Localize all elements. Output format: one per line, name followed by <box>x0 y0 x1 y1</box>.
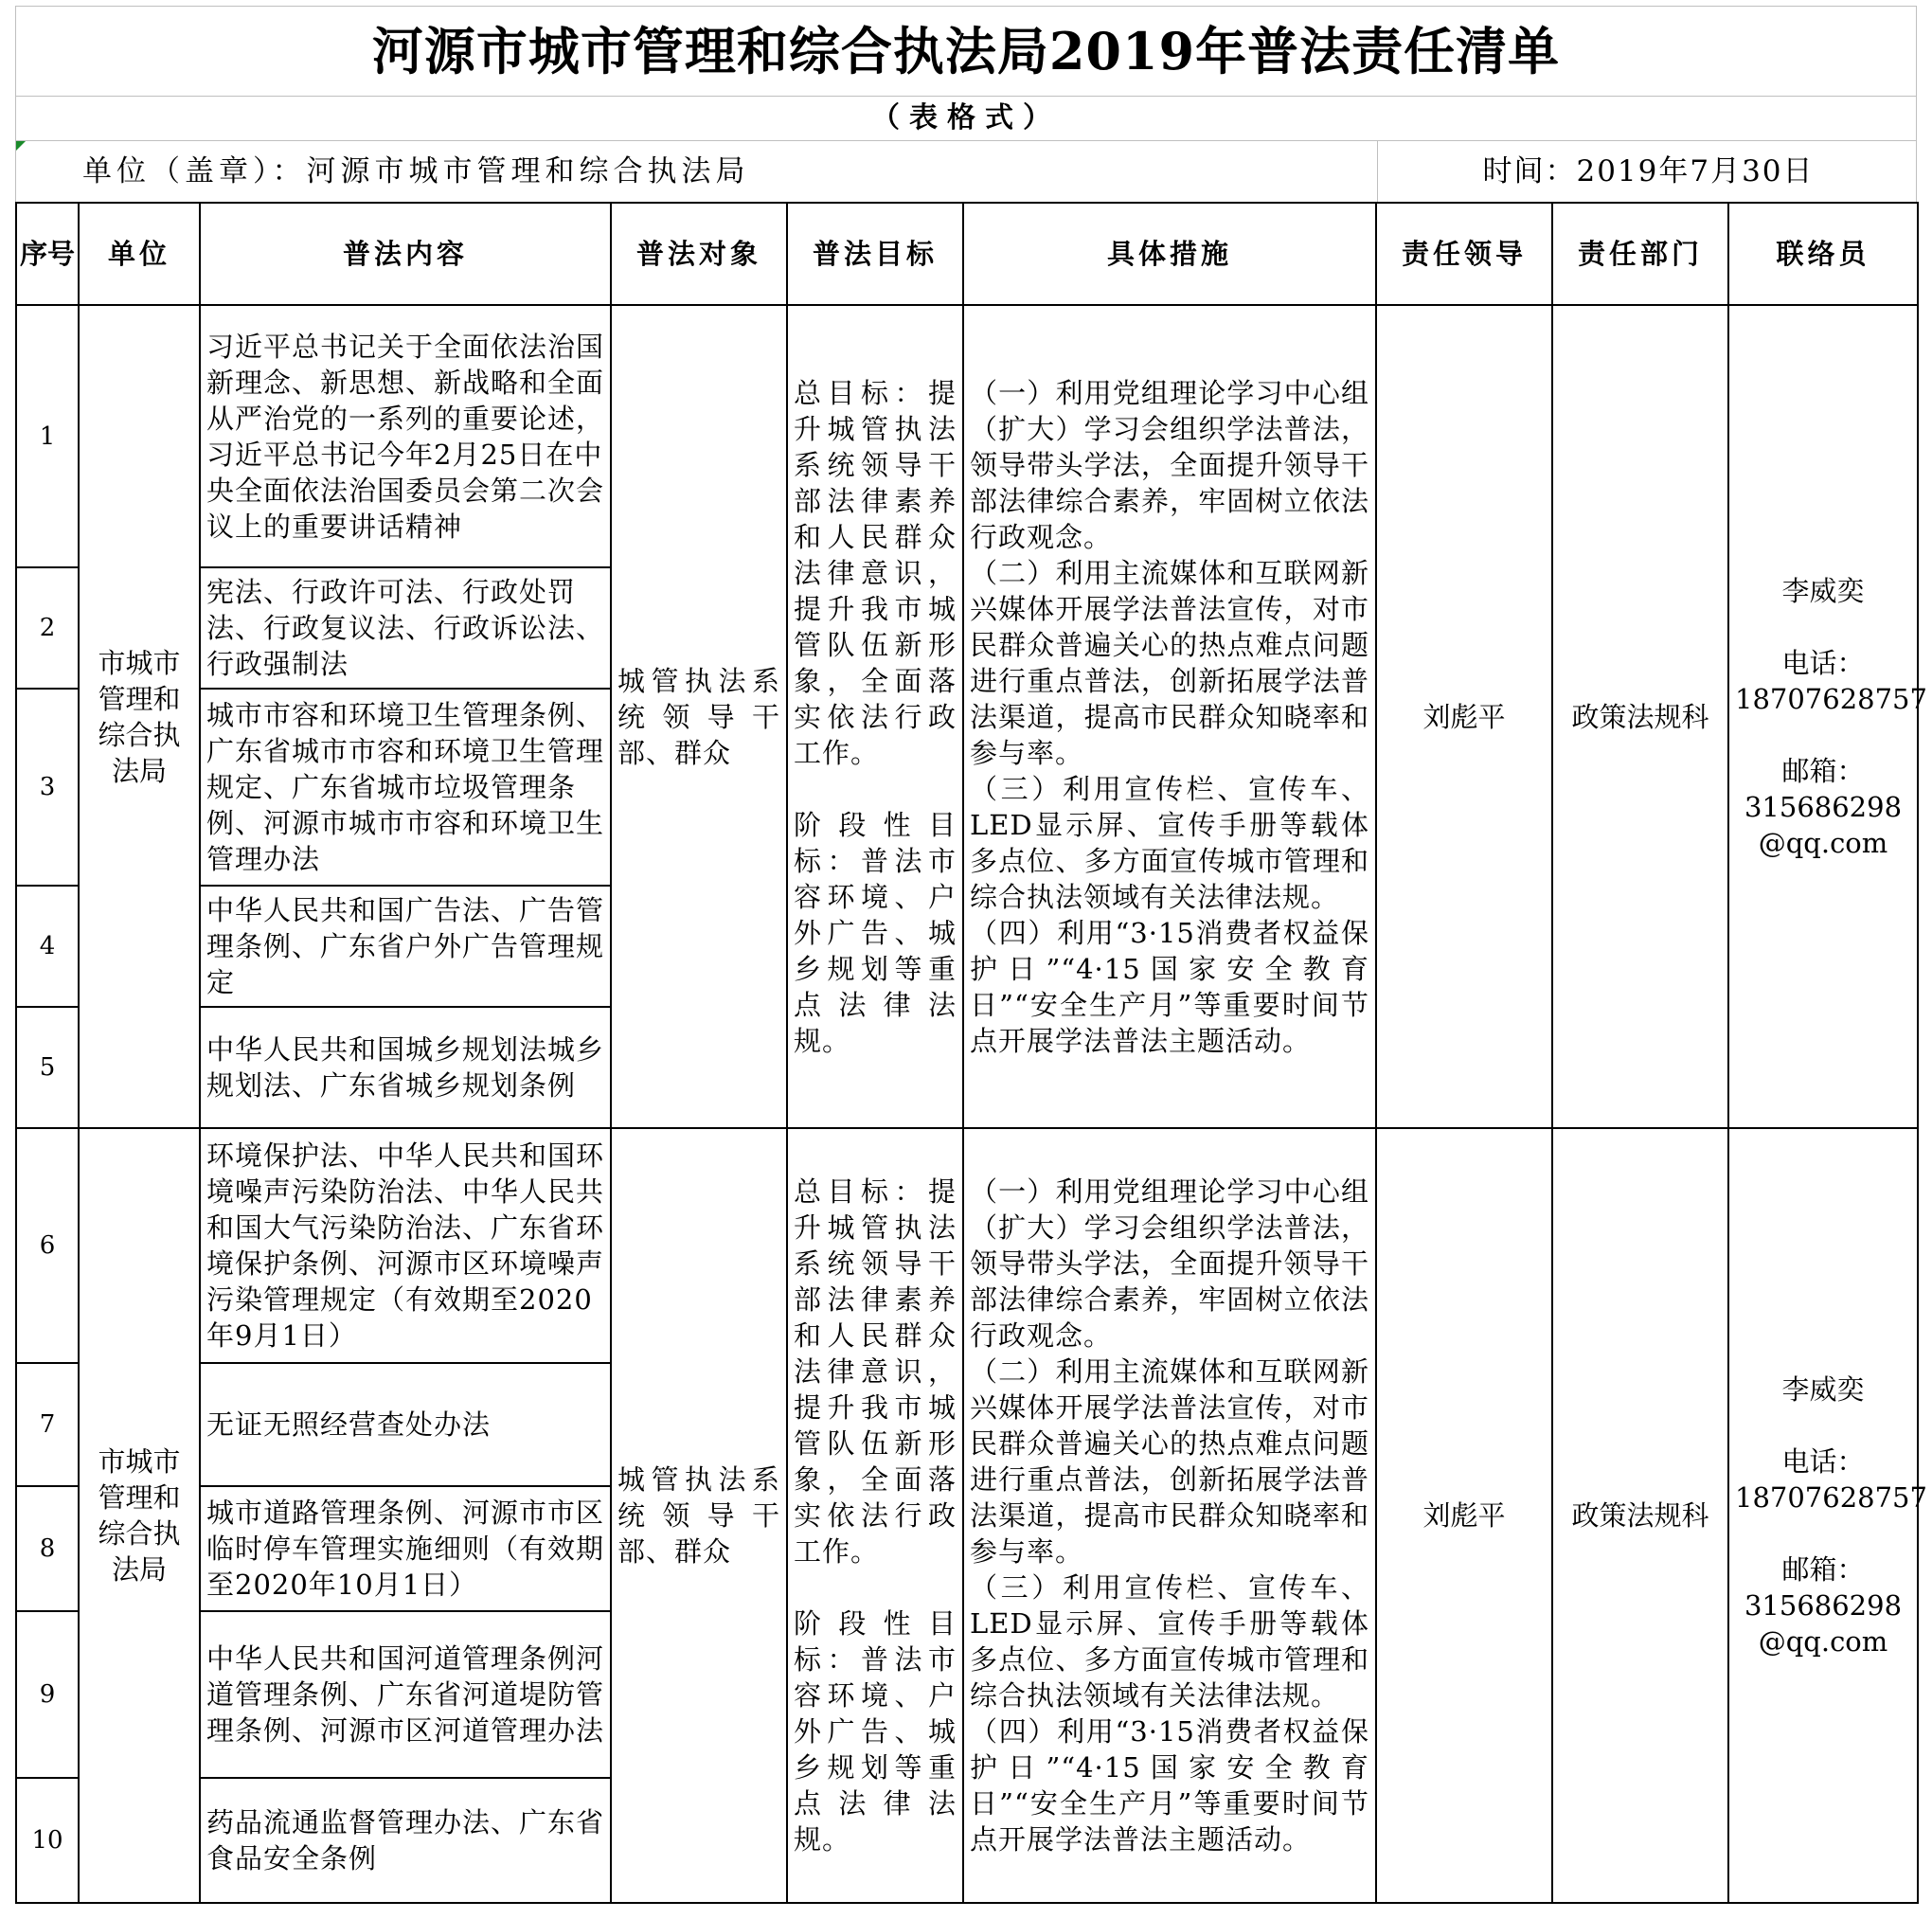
unit-cell: 市城市管理和综合执法局 <box>79 1128 200 1903</box>
row-seq: 2 <box>16 567 79 689</box>
content-cell: 宪法、行政许可法、行政处罚法、行政复议法、行政诉讼法、行政强制法 <box>200 567 611 689</box>
goal-stage: 阶段性目标：普法市容环境、户外广告、城乡规划等重点法律法规。 <box>794 1607 957 1856</box>
header-leader: 责任领导 <box>1376 203 1552 305</box>
measures-cell <box>963 305 1376 1128</box>
measure-item: （二）利用主流媒体和互联网新兴媒体开展学法普法宣传，对市民群众普遍关心的热点难点问题进行重点普法，创新拓展学法普法渠道，提高市民群众知晓率和参与率。 <box>970 1355 1369 1568</box>
goal-stage: 阶段性目标：普法市容环境、户外广告、城乡规划等重点法律法规。 <box>794 808 957 1057</box>
responsibility-sheet <box>15 6 1927 1904</box>
content-cell: 城市道路管理条例、河源市市区临时停车管理实施细则（有效期至2020年10月1日） <box>200 1486 611 1611</box>
measure-item: （二）利用主流媒体和互联网新兴媒体开展学法普法宣传，对市民群众普遍关心的热点难点问题进行重点普法，创新拓展学法普法渠道，提高市民群众知晓率和参与率。 <box>970 556 1369 769</box>
contact-email-domain: @qq.com <box>1758 826 1888 859</box>
header-measures: 具体措施 <box>963 203 1376 305</box>
measure-item: （一）利用党组理论学习中心组（扩大）学习会组织学法普法，领导带头学法，全面提升领导干部法律综合素养，牢固树立依法行政观念。 <box>970 376 1369 553</box>
content-cell: 环境保护法、中华人民共和国环境噪声污染防治法、中华人民共和国大气污染防治法、广东省环境保护条例、河源市区环境噪声污染管理规定（有效期至2020年9月1日） <box>200 1128 611 1363</box>
unit-row <box>15 141 1917 202</box>
responsibility-table <box>15 202 1927 1904</box>
measure-item: （四）利用“3·15消费者权益保护日”“4·15国家安全教育日”“安全生产月”等重要时间节点开展学法普法主题活动。 <box>970 916 1369 1057</box>
content-cell: 无证无照经营查处办法 <box>200 1363 611 1486</box>
content-cell: 习近平总书记关于全面依法治国新理念、新思想、新战略和全面从严治党的一系列的重要论述，习近平总书记今年2月25日在中央全面依法治国委员会第二次会议上的重要讲话精神 <box>200 305 611 567</box>
row-seq: 7 <box>16 1363 79 1486</box>
header-contact: 联络员 <box>1728 203 1918 305</box>
row-seq: 5 <box>16 1007 79 1128</box>
header-content: 普法内容 <box>200 203 611 305</box>
document-title: 河源市城市管理和综合执法局2019年普法责任清单 <box>15 6 1917 96</box>
table-row <box>16 305 1918 567</box>
unit-stamp-label: 单位（盖章）：河源市城市管理和综合执法局 <box>82 154 750 188</box>
measure-item: （三）利用宣传栏、宣传车、LED显示屏、宣传手册等载体多点位、多方面宣传城市管理和综合执法领域有关法律法规。 <box>970 1571 1369 1712</box>
header-goal: 普法目标 <box>787 203 963 305</box>
header-unit: 单位 <box>79 203 200 305</box>
target-cell: 城管执法系统领导干部、群众 <box>611 305 787 1128</box>
contact-email-domain: @qq.com <box>1758 1625 1888 1658</box>
measures-cell <box>963 1128 1376 1903</box>
goal-total: 总目标：提升城管执法系统领导干部法律素养和人民群众法律意识，提升我市城管队伍新形象，全面落实依法行政工作。 <box>794 376 957 769</box>
row-seq: 4 <box>16 886 79 1007</box>
contact-name: 李威奕 <box>1781 574 1865 607</box>
dept-cell: 政策法规科 <box>1552 1128 1728 1903</box>
measure-item: （三）利用宣传栏、宣传车、LED显示屏、宣传手册等载体多点位、多方面宣传城市管理和综合执法领域有关法律法规。 <box>970 772 1369 913</box>
date-label: 时间：2019年7月30日 <box>1377 141 1919 202</box>
content-cell: 中华人民共和国广告法、广告管理条例、广东省户外广告管理规定 <box>200 886 611 1007</box>
row-seq: 3 <box>16 689 79 886</box>
unit-cell: 市城市管理和综合执法局 <box>79 305 200 1128</box>
contact-cell <box>1728 305 1927 1128</box>
row-seq: 10 <box>16 1778 79 1903</box>
header-row <box>16 203 1918 305</box>
goal-total: 总目标：提升城管执法系统领导干部法律素养和人民群众法律意识，提升我市城管队伍新形象，全面落实依法行政工作。 <box>794 1175 957 1568</box>
target-cell: 城管执法系统领导干部、群众 <box>611 1128 787 1903</box>
document-subtitle: （表格式） <box>15 96 1917 141</box>
measure-item: （一）利用党组理论学习中心组（扩大）学习会组织学法普法，领导带头学法，全面提升领导干部法律综合素养，牢固树立依法行政观念。 <box>970 1175 1369 1352</box>
leader-cell: 刘彪平 <box>1376 305 1552 1128</box>
measure-item: （四）利用“3·15消费者权益保护日”“4·15国家安全教育日”“安全生产月”等重要时间节点开展学法普法主题活动。 <box>970 1715 1369 1856</box>
content-cell: 中华人民共和国河道管理条例河道管理条例、广东省河道堤防管理条例、河源市区河道管理办法 <box>200 1611 611 1778</box>
header-target: 普法对象 <box>611 203 787 305</box>
row-seq: 1 <box>16 305 79 567</box>
dept-cell: 政策法规科 <box>1552 305 1728 1128</box>
content-cell: 药品流通监督管理办法、广东省食品安全条例 <box>200 1778 611 1903</box>
goal-cell <box>787 305 963 1128</box>
content-cell: 城市市容和环境卫生管理条例、广东省城市市容和环境卫生管理规定、广东省城市垃圾管理条例、河源市城市市容和环境卫生管理办法 <box>200 689 611 886</box>
leader-cell: 刘彪平 <box>1376 1128 1552 1903</box>
contact-email-user: 315686298 <box>1744 790 1903 823</box>
contact-phone: 18707628757 <box>1735 682 1927 715</box>
contact-email-user: 315686298 <box>1744 1589 1903 1622</box>
table-row <box>16 1128 1918 1363</box>
contact-phone: 18707628757 <box>1735 1481 1927 1514</box>
content-cell: 中华人民共和国城乡规划法城乡规划法、广东省城乡规划条例 <box>200 1007 611 1128</box>
contact-email-label: 邮箱： <box>1781 754 1865 787</box>
contact-phone-label: 电话： <box>1781 1445 1865 1478</box>
contact-name: 李威奕 <box>1781 1373 1865 1406</box>
header-seq: 序号 <box>16 203 79 305</box>
goal-cell <box>787 1128 963 1903</box>
contact-cell <box>1728 1128 1927 1903</box>
row-seq: 6 <box>16 1128 79 1363</box>
contact-email-label: 邮箱： <box>1781 1553 1865 1586</box>
row-seq: 8 <box>16 1486 79 1611</box>
row-seq: 9 <box>16 1611 79 1778</box>
contact-phone-label: 电话： <box>1781 646 1865 679</box>
header-dept: 责任部门 <box>1552 203 1728 305</box>
cell-comment-marker <box>16 141 26 151</box>
